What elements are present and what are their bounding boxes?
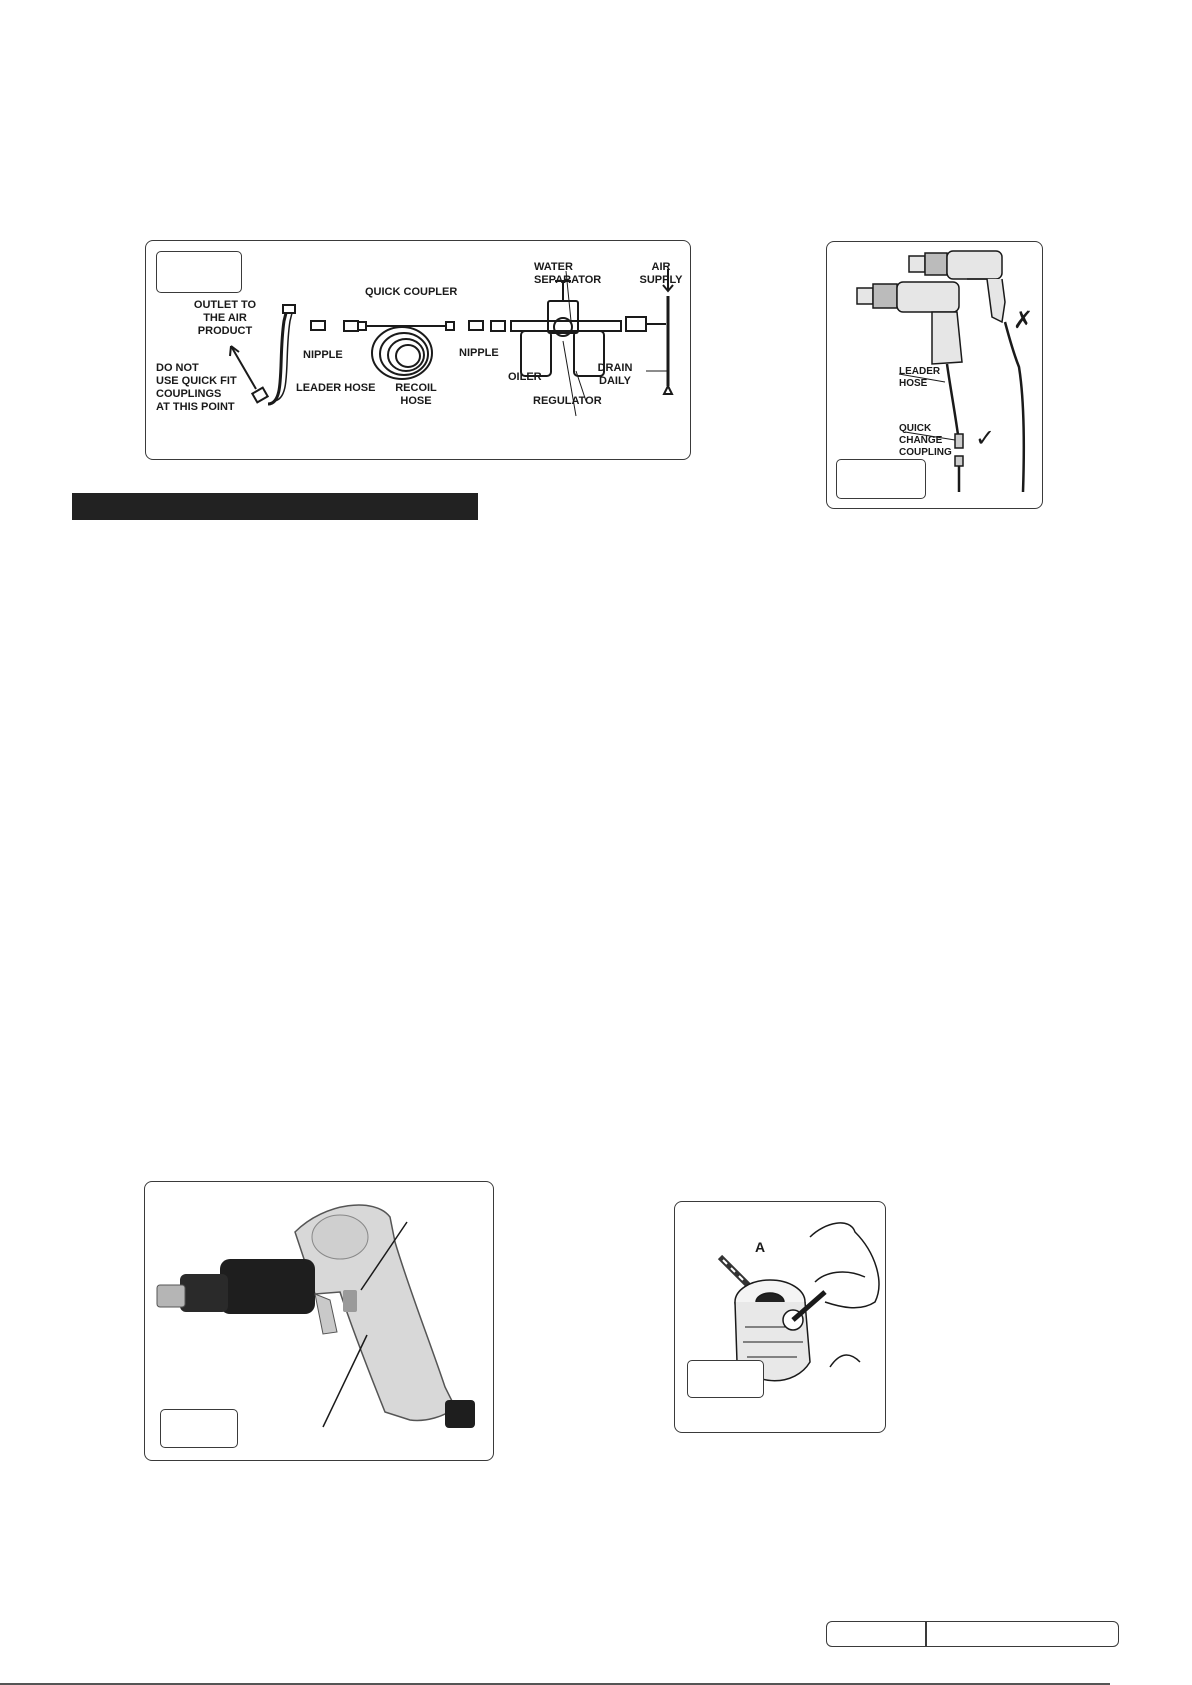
label-a: A <box>755 1239 766 1255</box>
footer-page-box <box>826 1621 1119 1647</box>
coupling-diagram <box>826 241 1043 509</box>
label-leader-hose: LEADER HOSE <box>899 366 941 389</box>
label-water-separator: WATER SEPARATOR <box>534 261 602 286</box>
wrong-cross-icon: ✗ <box>1013 306 1034 334</box>
label-drain-daily: DRAIN DAILY <box>597 362 633 387</box>
bottom-rule <box>0 1683 1110 1685</box>
label-recoil-hose: RECOIL HOSE <box>395 382 437 407</box>
label-nipple-1: NIPPLE <box>303 349 343 361</box>
figure-number-box <box>836 459 926 499</box>
chuck-key-illustration <box>675 1202 887 1434</box>
label-oiler: OILER <box>508 371 542 383</box>
footer-divider <box>925 1622 927 1646</box>
section-heading-bar <box>72 493 478 520</box>
label-leader-hose: LEADER HOSE <box>296 382 376 394</box>
label-air-supply: AIR SUPPLY <box>639 261 683 286</box>
air-drill-photo <box>144 1181 494 1461</box>
label-quick-coupler: QUICK COUPLER <box>365 286 458 298</box>
label-outlet: OUTLET TO THE AIR PRODUCT <box>193 299 257 337</box>
chuck-key-diagram <box>674 1201 886 1433</box>
label-do-not-use-quick-fit: DO NOT USE QUICK FIT COUPLINGS AT THIS POINT <box>156 362 237 413</box>
check-mark-icon: ✓ <box>975 424 996 452</box>
label-nipple-2: NIPPLE <box>459 347 499 359</box>
air-supply-diagram <box>145 240 691 460</box>
air-line-illustration <box>146 241 692 461</box>
figure-number-box <box>160 1409 238 1448</box>
label-quick-change-coupling: QUICK CHANGE COUPLING <box>899 423 952 458</box>
figure-number-box <box>687 1360 764 1398</box>
label-regulator: REGULATOR <box>533 395 602 407</box>
